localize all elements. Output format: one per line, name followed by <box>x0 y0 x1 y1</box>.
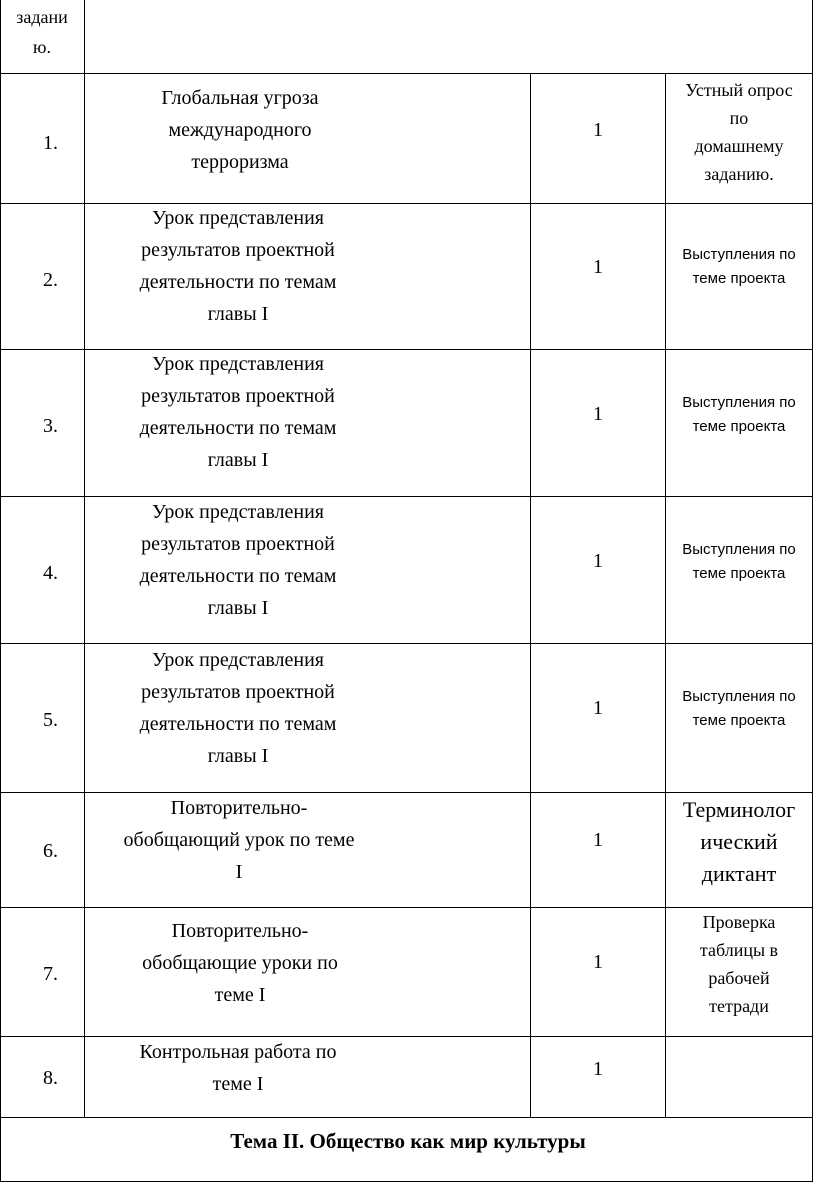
form-line: Устный опрос <box>685 80 793 100</box>
row-number: 8. <box>43 1067 58 1089</box>
row-form <box>666 538 812 586</box>
header-fragment-line: задани <box>16 7 68 27</box>
column-divider <box>84 0 85 1118</box>
topic-line: результатов проектной <box>141 533 335 555</box>
row-hours: 1 <box>593 119 603 141</box>
topic-line: Урок представления <box>152 207 324 229</box>
row-form <box>666 76 812 188</box>
header-fragment <box>2 2 82 62</box>
row-hours: 1 <box>593 256 603 278</box>
row-hours: 1 <box>593 550 603 572</box>
row-topic <box>98 644 378 772</box>
row-hours: 1 <box>593 697 603 719</box>
row-topic <box>100 915 380 1011</box>
row-number: 4. <box>43 562 58 584</box>
topic-line: обобщающие уроки по <box>142 952 338 974</box>
form-line: теме проекта <box>692 418 786 435</box>
row-number: 6. <box>43 840 58 862</box>
row-divider <box>0 73 813 74</box>
topic-line: главы I <box>207 597 269 619</box>
row-hours: 1 <box>593 829 603 851</box>
topic-line: теме I <box>212 1073 264 1095</box>
row-hours: 1 <box>593 403 603 425</box>
row-topic <box>98 1036 378 1100</box>
row-form <box>666 685 812 733</box>
form-line: Терминолог <box>682 797 796 822</box>
row-number: 5. <box>43 709 58 731</box>
form-line: теме проекта <box>692 270 786 287</box>
form-line: тетради <box>709 996 769 1016</box>
topic-line: международного <box>168 119 312 141</box>
topic-line: Повторительно- <box>170 797 308 819</box>
row-form <box>666 243 812 291</box>
row-topic <box>98 202 378 330</box>
topic-line: деятельности по темам <box>139 565 337 587</box>
row-number: 2. <box>43 269 58 291</box>
row-hours: 1 <box>593 1058 603 1080</box>
row-form <box>666 908 812 1020</box>
topic-line: Повторительно- <box>171 920 309 942</box>
table-bottom-border <box>0 1181 813 1182</box>
form-line: теме проекта <box>692 712 786 729</box>
row-number: 1. <box>43 132 58 154</box>
topic-line: деятельности по темам <box>139 713 337 735</box>
form-line: диктант <box>701 861 777 886</box>
form-line: заданию. <box>704 164 774 184</box>
form-line: домашнему <box>694 136 784 156</box>
topic-line: теме I <box>214 984 266 1006</box>
row-form <box>666 391 812 439</box>
topic-line: деятельности по темам <box>139 417 337 439</box>
row-topic <box>100 82 380 178</box>
form-line: Выступления по <box>682 688 796 705</box>
form-line: ический <box>700 829 778 854</box>
row-number: 7. <box>43 963 58 985</box>
form-line: Выступления по <box>682 394 796 411</box>
topic-line: I <box>235 861 243 883</box>
row-topic <box>98 792 380 888</box>
form-line: по <box>729 108 749 128</box>
topic-line: Контрольная работа по <box>139 1041 337 1063</box>
form-line: таблицы в <box>699 940 779 960</box>
topic-line: результатов проектной <box>141 681 335 703</box>
section-heading: Тема II. Общество как мир культуры <box>230 1129 586 1153</box>
row-form <box>666 794 812 890</box>
topic-line: Урок представления <box>152 501 324 523</box>
row-divider <box>0 1117 813 1118</box>
topic-line: Урок представления <box>152 649 324 671</box>
table-left-border <box>0 0 1 1182</box>
table-right-border <box>812 0 813 1182</box>
topic-line: результатов проектной <box>141 239 335 261</box>
topic-line: Урок представления <box>152 353 324 375</box>
row-topic <box>98 496 378 624</box>
form-line: Выступления по <box>682 541 796 558</box>
topic-line: деятельности по темам <box>139 271 337 293</box>
topic-line: Глобальная угроза <box>161 87 319 109</box>
form-line: Выступления по <box>682 246 796 263</box>
topic-line: главы I <box>207 303 269 325</box>
row-topic <box>98 348 378 476</box>
header-fragment-line: ю. <box>33 37 51 57</box>
row-hours: 1 <box>593 951 603 973</box>
row-number: 3. <box>43 415 58 437</box>
form-line: рабочей <box>708 968 770 988</box>
form-line: теме проекта <box>692 565 786 582</box>
topic-line: главы I <box>207 449 269 471</box>
topic-line: главы I <box>207 745 269 767</box>
topic-line: обобщающий урок по теме <box>123 829 355 851</box>
topic-line: терроризма <box>191 151 289 173</box>
topic-line: результатов проектной <box>141 385 335 407</box>
form-line: Проверка <box>702 912 776 932</box>
